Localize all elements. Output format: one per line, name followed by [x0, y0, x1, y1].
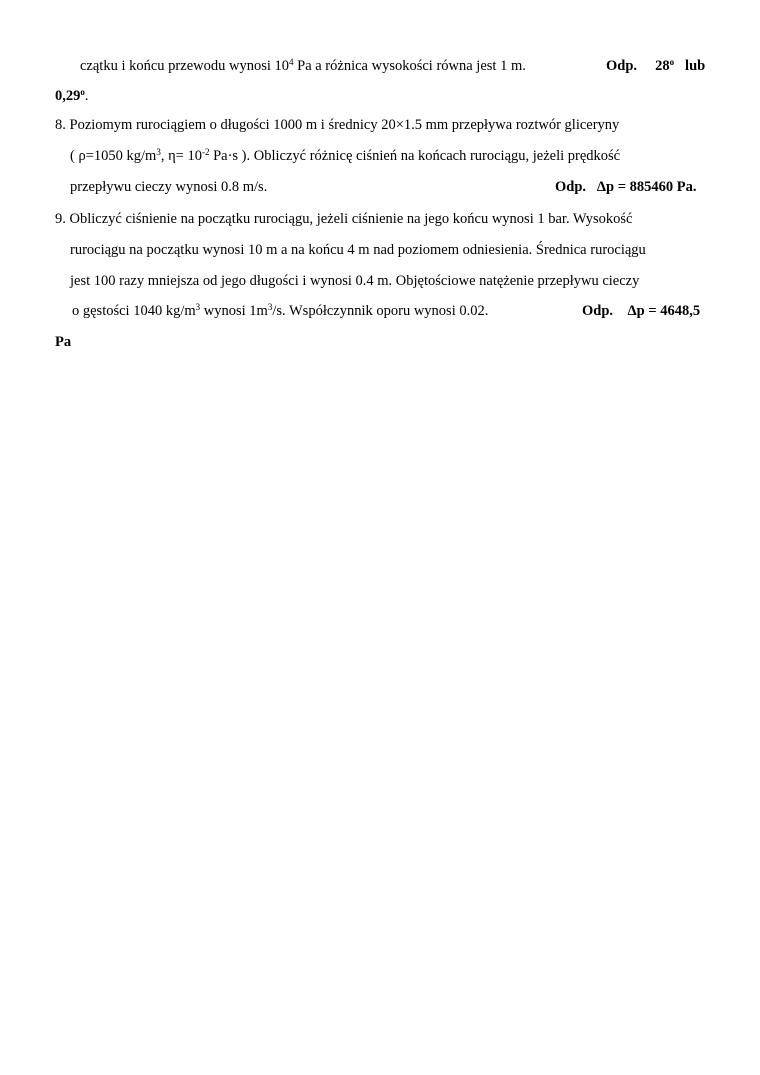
continuation-sup: 4 [289, 57, 294, 67]
problem-9-line-4 [72, 302, 488, 320]
problem-8-line-3 [70, 178, 267, 196]
problem-9-text-4b: wynosi 1m [200, 303, 268, 319]
problem-8-sup-1: 3 [156, 147, 161, 157]
continuation-line-1 [80, 57, 526, 75]
problem-9-answer-unit-text: Pa [55, 334, 72, 350]
problem-9-line-1 [55, 210, 632, 228]
problem-9-line-3 [70, 272, 639, 290]
problem-8-text-3: przepływu cieczy wynosi 0.8 m/s. [70, 179, 268, 195]
problem-9-text-2: rurociągu na początku wynosi 10 m a na końcu 4 m nad poziomem odniesienia. Średnica rurociągu [70, 242, 646, 258]
continuation-answer-line-2 [55, 87, 89, 105]
continuation-answer [606, 57, 705, 75]
problem-9-answer [582, 302, 700, 320]
problem-9-text-1: Obliczyć ciśnienie na początku rurociągu, jeżeli ciśnienie na jego końcu wynosi 1 bar. Wysokość [69, 211, 633, 227]
problem-8-text-2c: Pa·s ). Obliczyć różnicę ciśnień na końcach rurociągu, jeżeli prędkość [209, 148, 621, 164]
problem-8-text-1: Poziomym rurociągiem o długości 1000 m i średnicy 20×1.5 mm przepływa roztwór gliceryny [69, 117, 620, 133]
problem-9-answer-value: Δp = 4648,5 [627, 303, 701, 319]
problem-8-sup-2: -2 [201, 147, 210, 157]
answer-value: 28 [655, 58, 670, 74]
problem-9-answer-unit [55, 333, 71, 351]
problem-8-answer-value: Δp = 885460 Pa. [596, 179, 697, 195]
answer-or: lub [685, 58, 706, 74]
problem-8-line-1 [55, 116, 619, 134]
continuation-text-b: Pa a różnica wysokości równa jest 1 m. [293, 58, 526, 74]
problem-9-text-3: jest 100 razy mniejsza od jego długości i wynosi 0.4 m. Objętościowe natężenie przepływu cieczy [70, 273, 640, 289]
problem-9-text-4a: o gęstości 1040 kg/m [72, 303, 196, 319]
problem-9-answer-label: Odp. [582, 303, 614, 319]
problem-8-answer [555, 178, 696, 196]
answer-value-2: 0,29 [55, 88, 81, 104]
problem-8-text-2b: , η= 10 [160, 148, 202, 164]
answer-degree-2: o [80, 87, 85, 97]
problem-8-line-2 [70, 147, 620, 165]
problem-9-number: 9. [55, 211, 66, 227]
continuation-text-a: czątku i końcu przewodu wynosi 10 [80, 58, 289, 74]
problem-8-text-2a: ( ρ=1050 kg/m [70, 148, 157, 164]
answer-degree: o [669, 57, 675, 67]
answer-end: . [84, 88, 89, 104]
problem-9-sup-1: 3 [195, 302, 201, 312]
answer-label: Odp. [606, 58, 638, 74]
problem-8-answer-label: Odp. [555, 179, 587, 195]
problem-9-sup-2: 3 [267, 302, 273, 312]
problem-9-line-2 [70, 241, 646, 259]
problem-8-number: 8. [55, 117, 66, 133]
problem-9-text-4c: /s. Współczynnik oporu wynosi 0.02. [272, 303, 489, 319]
